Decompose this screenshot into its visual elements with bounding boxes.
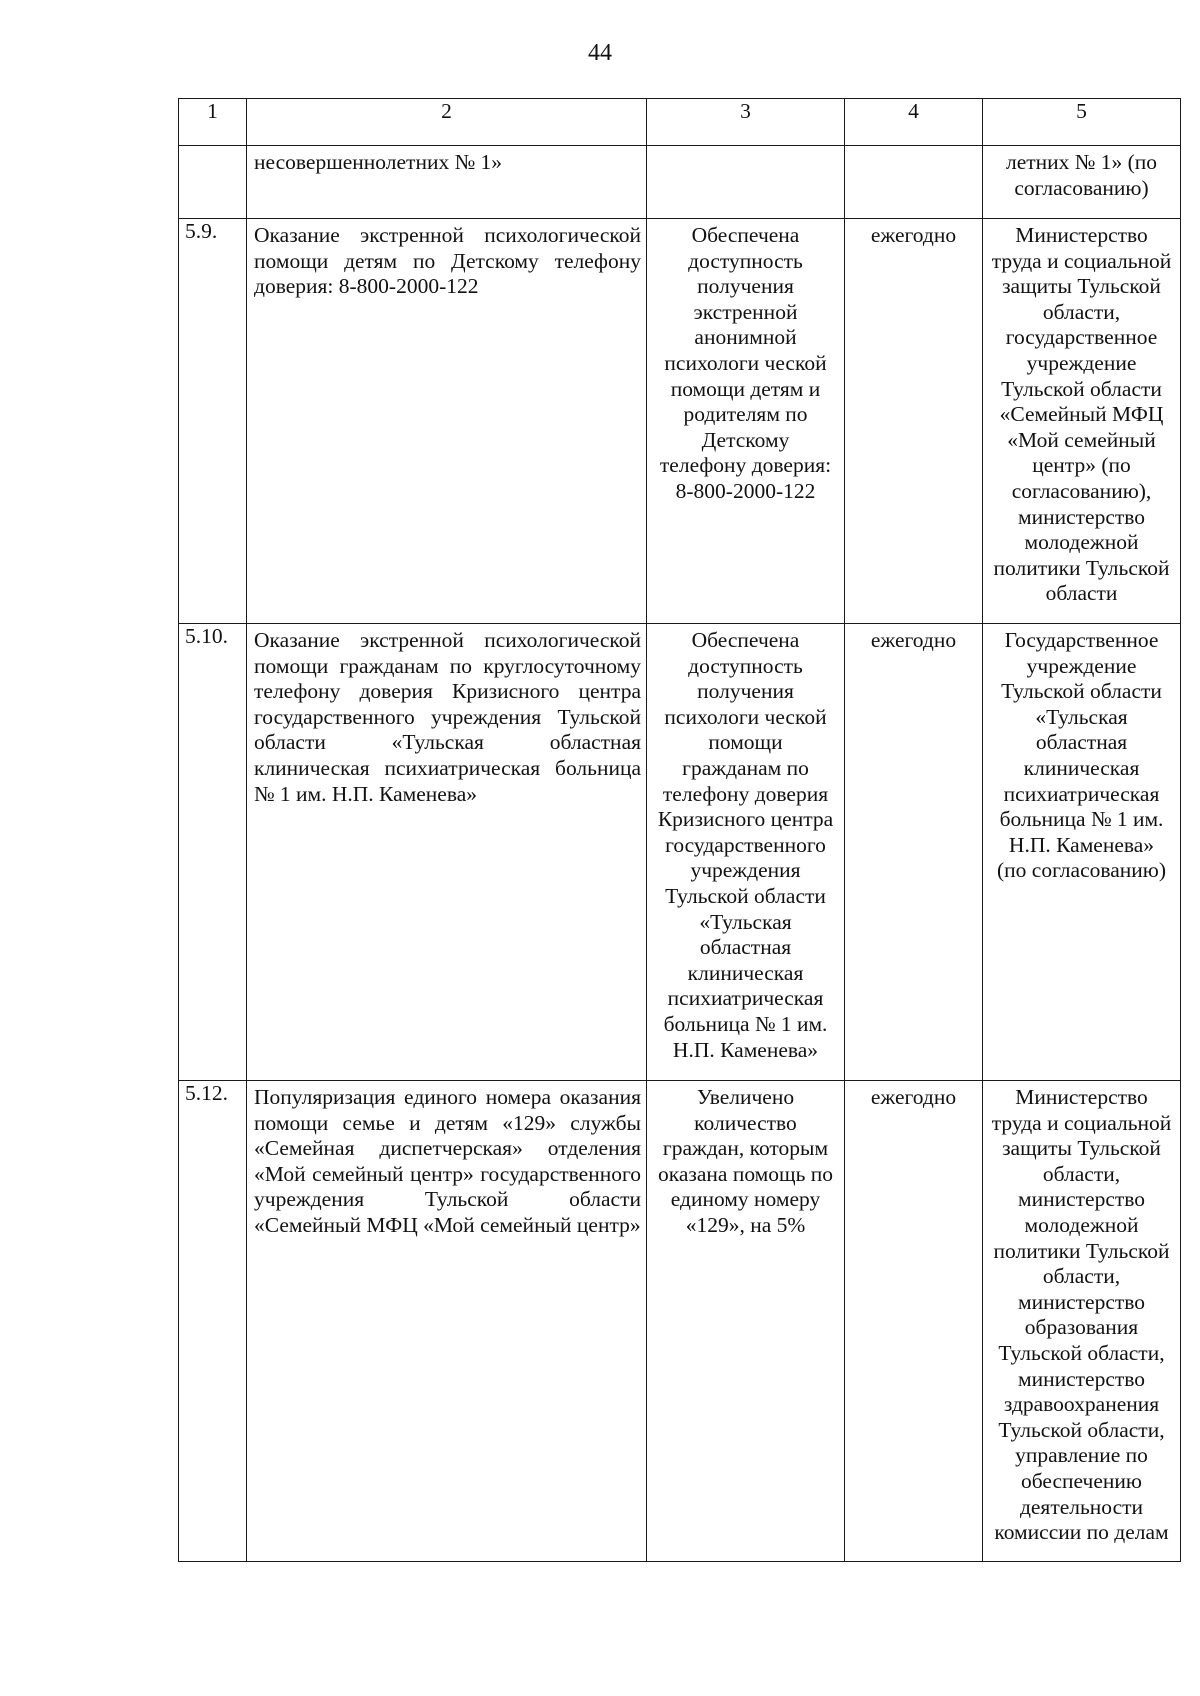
measure-cell: Оказание экстренной психологической помощи детям по Детскому телефону доверия: 8-800-2000-122: [247, 219, 647, 624]
page-number: 44: [588, 40, 612, 66]
header-cell-3: 3: [647, 99, 845, 146]
result-cell: Увеличено количество граждан, которым оказана помощь по единому номеру «129», на 5%: [647, 1081, 845, 1562]
row-number: 5.12.: [179, 1081, 247, 1562]
table-row: [179, 624, 1181, 1081]
measures-table: [178, 98, 1181, 1562]
row-number: 5.10.: [179, 624, 247, 1081]
executor-cell: летних № 1» (по согласованию): [983, 146, 1181, 219]
measure-cell: Оказание экстренной психологической помощи гражданам по круглосуточному телефону доверия Кризисного центра государственного учреждения Тульской области «Тульская областная клиническая психиатрическая больница № 1 им. Н.П. Каменева»: [247, 624, 647, 1081]
row-number: 5.9.: [179, 219, 247, 624]
period-cell: ежегодно: [845, 219, 983, 624]
table-header-row: [179, 99, 1181, 146]
result-cell: Обеспечена доступность получения экстренной анонимной психологи ческой помощи детям и родителям по Детскому телефону доверия: 8-800-2000-122: [647, 219, 845, 624]
header-cell-4: 4: [845, 99, 983, 146]
executor-cell: Министерство труда и социальной защиты Тульской области, государственное учреждение Тульской области «Семейный МФЦ «Мой семейный центр» (по согласованию), министерство молодежной политики Тульской области: [983, 219, 1181, 624]
row-number: [179, 146, 247, 219]
executor-cell: Министерство труда и социальной защиты Тульской области, министерство молодежной политики Тульской области, министерство образования Тульской области, министерство здравоохранения Тульской области, управление по обеспечению деятельности комиссии по делам: [983, 1081, 1181, 1562]
header-cell-1: 1: [179, 99, 247, 146]
table-row: [179, 146, 1181, 219]
executor-cell: Государственное учреждение Тульской области «Тульская областная клиническая психиатрическая больница № 1 им. Н.П. Каменева» (по согласованию): [983, 624, 1181, 1081]
measure-cell: несовершеннолетних № 1»: [247, 146, 647, 219]
period-cell: [845, 146, 983, 219]
period-cell: ежегодно: [845, 624, 983, 1081]
table-row: [179, 219, 1181, 624]
period-cell: ежегодно: [845, 1081, 983, 1562]
measure-cell: Популяризация единого номера оказания помощи семье и детям «129» службы «Семейная диспетчерская» отделения «Мой семейный центр» государственного учреждения Тульской области «Семейный МФЦ «Мой семейный центр»: [247, 1081, 647, 1562]
result-cell: [647, 146, 845, 219]
result-cell: Обеспечена доступность получения психологи ческой помощи гражданам по телефону доверия Кризисного центра государственного учреждения Тульской области «Тульская областная клиническая психиатрическая больница № 1 им. Н.П. Каменева»: [647, 624, 845, 1081]
table-row: [179, 1081, 1181, 1562]
header-cell-2: 2: [247, 99, 647, 146]
header-cell-5: 5: [983, 99, 1181, 146]
